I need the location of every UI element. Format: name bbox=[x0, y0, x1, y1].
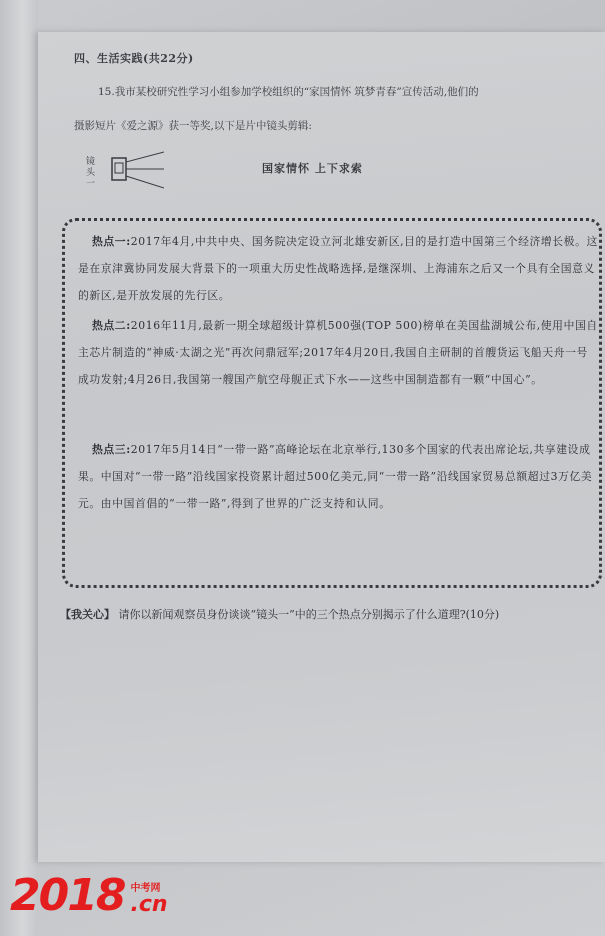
question-line-2: 摄影短片《爱之源》获一等奖,以下是片中镜头剪辑: bbox=[74, 120, 312, 132]
question-line-1: 15.我市某校研究性学习小组参加学校组织的“家国情怀 筑梦青春”宣传活动,他们的 bbox=[98, 86, 479, 98]
hotspot-2-head: 热点二: bbox=[92, 319, 131, 332]
hotspot-3 bbox=[78, 436, 598, 517]
hotspot-3-head: 热点三: bbox=[92, 443, 131, 456]
task-prompt bbox=[60, 606, 600, 622]
watermark-year: 2018 bbox=[10, 870, 125, 921]
camera-icon bbox=[84, 150, 164, 192]
lens-caption: 国家情怀 上下求索 bbox=[262, 162, 363, 175]
watermark-side bbox=[130, 879, 167, 916]
hotspot-1 bbox=[78, 228, 598, 309]
watermark-domain: .cn bbox=[130, 892, 168, 917]
task-text: 请你以新闻观察员身份谈谈“镜头一”中的三个热点分别揭示了什么道理?(10分) bbox=[115, 608, 500, 621]
watermark-site-name: 中考网 bbox=[130, 883, 161, 894]
hotspot-2-text: 2016年11月,最新一期全球超级计算机500强(TOP 500)榜单在美国盐湖城公布,使用中国自主芯片制造的“神威·太湖之光”再次问鼎冠军;2017年4月20日,我国自主研制的首艘货运飞船天舟一号成功发射;4月26日,我国第一艘国产航空母舰正式下水——这些中国制造都有一颗“中国心”。 bbox=[78, 319, 598, 386]
hotspot-1-text: 2017年4月,中共中央、国务院决定设立河北雄安新区,目的是打造中国第三个经济增长极。这是在京津冀协同发展大背景下的一项重大历史性战略选择,是继深圳、上海浦东之后又一个具有全国意义的新区,是开放发展的先行区。 bbox=[78, 235, 598, 302]
lens-label-2: 头 bbox=[86, 168, 96, 178]
watermark-logo bbox=[10, 870, 168, 921]
hotspot-1-head: 热点一: bbox=[92, 235, 131, 248]
hotspot-3-text: 2017年5月14日“一带一路”高峰论坛在北京举行,130多个国家的代表出席论坛,共享建设成果。中国对“一带一路”沿线国家投资累计超过500亿美元,同“一带一路”沿线国家贸易总额超过3万亿美元。由中国首倡的“一带一路”,得到了世界的广泛支持和认同。 bbox=[78, 443, 593, 510]
lens-label-1: 镜 bbox=[86, 157, 96, 167]
page-fold-shadow bbox=[0, 0, 38, 936]
task-tag: 【我关心】 bbox=[60, 608, 115, 621]
section-title: 四、生活实践(共22分) bbox=[74, 52, 194, 65]
lens-label-3: 一 bbox=[86, 179, 96, 189]
hotspot-2 bbox=[78, 312, 598, 393]
